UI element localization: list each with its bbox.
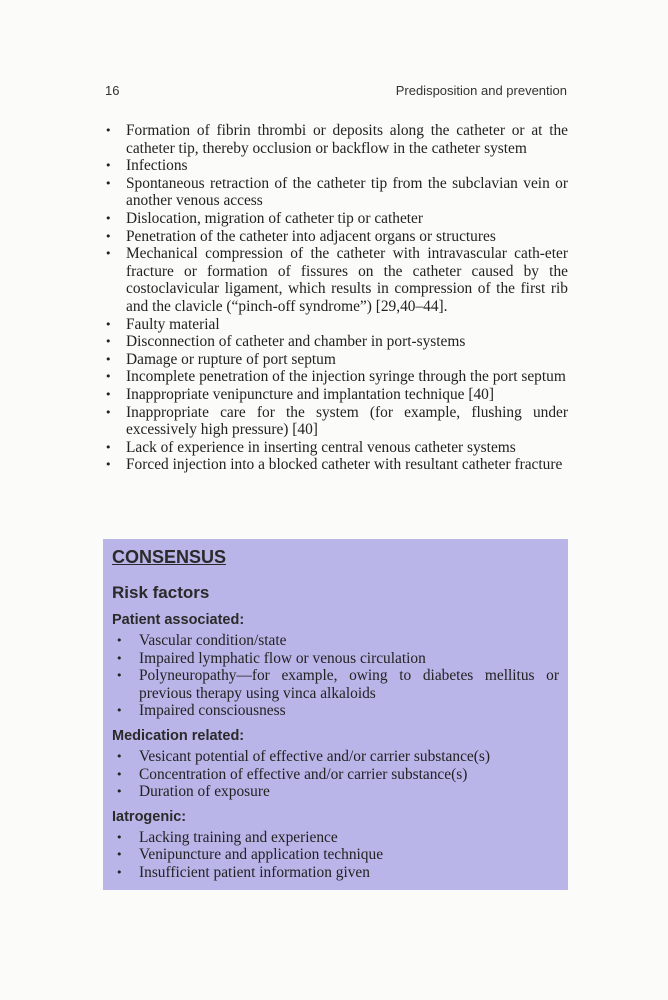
- list-item: • Disconnection of catheter and chamber in port-systems: [105, 333, 568, 351]
- list-item: • Penetration of the catheter into adjacent organs or structures: [105, 228, 568, 246]
- patient-risk-list: [112, 632, 559, 720]
- risk-factors-heading: Risk factors: [112, 583, 210, 602]
- list-item: • Damage or rupture of port septum: [105, 351, 568, 369]
- list-item: • Inappropriate care for the system (for example, flushing under excessively high pressure) [40]: [105, 404, 568, 439]
- list-item: • Faulty material: [105, 316, 568, 334]
- list-item: • Inappropriate venipuncture and implantation technique [40]: [105, 386, 568, 404]
- list-item: • Polyneuropathy—for example, owing to diabetes mellitus or previous therapy using vinca alkaloids: [112, 667, 559, 702]
- list-item: • Lacking training and experience: [112, 829, 559, 847]
- section-heading-iatrogenic: Iatrogenic:: [112, 808, 187, 825]
- list-item: • Spontaneous retraction of the catheter tip from the subclavian vein or another venous access: [105, 175, 568, 210]
- section-heading-patient: Patient associated:: [112, 612, 245, 628]
- list-item: • Concentration of effective and/or carrier substance(s): [112, 766, 559, 784]
- list-item: • Insufficient patient information given: [112, 864, 559, 882]
- list-item: • Forced injection into a blocked catheter with resultant catheter fracture: [105, 456, 568, 474]
- list-item: • Mechanical compression of the catheter with intravascular cath-eter fracture or formation of fissures on the catheter caused by the costoclavicular ligament, which results in compression of the first rib and the clavicle (“pinch-off syndrome”) [29,40–44].: [105, 245, 568, 315]
- consensus-title: CONSENSUS: [112, 547, 227, 567]
- page-header: [105, 83, 567, 98]
- section-heading-medication: Medication related:: [112, 727, 245, 744]
- medication-risk-list: [112, 748, 559, 801]
- list-item: • Infections: [105, 157, 568, 175]
- running-title: Predisposition and prevention: [395, 83, 567, 98]
- list-item: • Incomplete penetration of the injection syringe through the port septum: [105, 368, 568, 386]
- list-item: • Lack of experience in inserting central venous catheter systems: [105, 439, 568, 457]
- page-number: 16: [105, 83, 120, 98]
- list-item: • Vascular condition/state: [112, 632, 559, 650]
- list-item: • Formation of fibrin thrombi or deposits along the catheter or at the catheter tip, thereby occlusion or backflow in the catheter system: [105, 122, 568, 157]
- list-item: • Vesicant potential of effective and/or carrier substance(s): [112, 748, 559, 766]
- consensus-box: [103, 539, 568, 890]
- list-item: • Dislocation, migration of catheter tip or catheter: [105, 210, 568, 228]
- list-item: • Duration of exposure: [112, 783, 559, 801]
- list-item: • Venipuncture and application technique: [112, 846, 559, 864]
- complications-list: [105, 122, 568, 474]
- list-item: • Impaired lymphatic flow or venous circulation: [112, 650, 559, 668]
- iatrogenic-risk-list: [112, 829, 559, 882]
- list-item: • Impaired consciousness: [112, 702, 559, 720]
